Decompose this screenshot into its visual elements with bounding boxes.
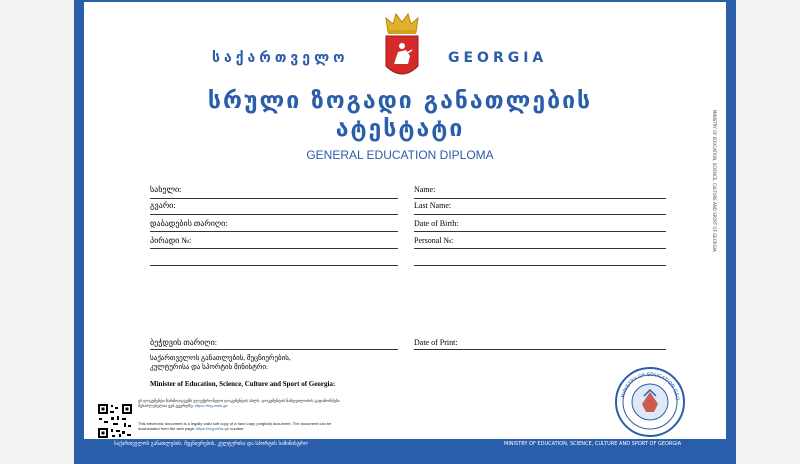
verification-link-ka[interactable]: https://reg.emis.ge	[194, 403, 228, 408]
field-line	[414, 248, 666, 249]
title-georgian-line1: სრული ზოგადი განათლების	[207, 88, 593, 114]
side-vertical-text: MINISTRY OF EDUCATION, SCIENCE, CULTURE AND SPORT OF GEORGIA	[712, 110, 717, 252]
country-name-english: GEORGIA	[448, 50, 548, 66]
field-label-name-en: Name:	[414, 185, 436, 194]
minister-label-en: Minister of Education, Science, Culture and Sport of Georgia:	[150, 380, 336, 388]
coat-of-arms-icon	[380, 10, 424, 84]
field-label-lastname-en: Last Name:	[414, 201, 452, 210]
field-label-personal-en: Personal №:	[414, 236, 454, 245]
bottom-band-text-ka: საქართველოს განათლების, მეცნიერების, კულტურისა და სპორტის სამინისტრო	[114, 441, 308, 447]
verification-text-en: This electronic document is a legally valid soft copy of a hard copy (original) document. The document can be downloaded from the web page: https://reg.emis.ge number	[138, 421, 332, 431]
field-line	[414, 231, 666, 232]
field-label-dob-ka: დაბადების თარიღი:	[150, 219, 228, 228]
field-line	[150, 248, 398, 249]
field-line	[414, 349, 666, 350]
field-line	[150, 231, 398, 232]
title-georgian-line2: ატესტატი	[335, 116, 465, 142]
ministry-seal-icon	[614, 366, 686, 438]
field-label-lastname-ka: გვარი:	[150, 201, 176, 210]
verification-text-ka: ეს დოკუმენტი წარმოადგენს ელექტრონული დოკუმენტის ასლს. დოკუმენტის ნამდვილობის გადამოწმება შესაძლებელია ვებ-გვერდზე: https://reg.emis.ge	[138, 398, 340, 408]
field-line	[414, 198, 666, 199]
field-line	[414, 265, 666, 266]
field-label-name-ka: სახელი:	[150, 185, 182, 194]
bottom-band	[84, 439, 726, 450]
field-label-personal-ka: პირადი №:	[150, 236, 192, 245]
field-line	[150, 265, 398, 266]
print-date-label-en: Date of Print:	[414, 338, 458, 347]
print-date-label-ka: ბეჭდვის თარიღი:	[150, 338, 217, 347]
seal-text: MINISTRY OF EDUCATION GEO	[620, 371, 680, 401]
minister-label-ka: საქართველოს განათლების, მეცნიერების, კულტურისა და სპორტის მინისტრი:	[150, 354, 291, 371]
bottom-band-text-en: MINISTRY OF EDUCATION, SCIENCE, CULTURE AND SPORT OF GEORGIA	[504, 441, 682, 447]
field-line	[150, 349, 398, 350]
title-english: GENERAL EDUCATION DIPLOMA	[306, 148, 494, 162]
qr-code	[97, 403, 133, 439]
verification-link-en[interactable]: https://reg.emis.ge	[196, 426, 229, 431]
field-line	[150, 198, 398, 199]
country-name-georgian: საქართველო	[212, 50, 349, 66]
field-line	[150, 214, 398, 215]
field-line	[414, 214, 666, 215]
field-label-dob-en: Date of Birth:	[414, 219, 459, 228]
